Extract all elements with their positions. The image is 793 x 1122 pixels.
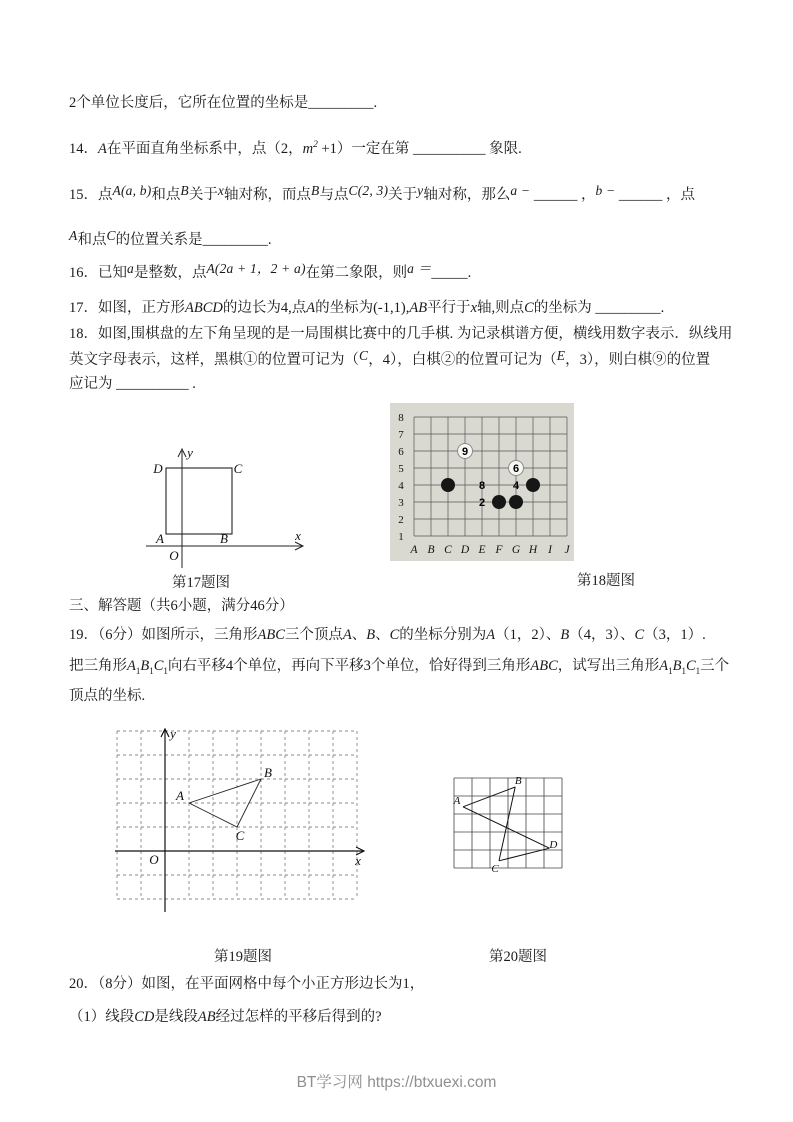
text-segment: y <box>417 182 424 198</box>
text-segment: B <box>311 182 320 198</box>
text-segment: ABCD <box>185 300 223 316</box>
text-segment: AB <box>409 300 428 316</box>
problem-15-line1 <box>69 184 695 206</box>
text-segment: 15．点 <box>69 187 113 203</box>
black-stone <box>441 478 455 492</box>
black-stone <box>492 495 506 509</box>
text-segment: ______ ， <box>530 187 596 203</box>
text-segment: a − <box>510 182 531 198</box>
text-segment: C <box>686 658 696 674</box>
text-segment: 在第二象限，则 <box>305 265 408 281</box>
figure-text: y <box>170 726 176 741</box>
text-segment: 14． <box>69 141 98 157</box>
text-segment: x <box>217 182 225 198</box>
text-segment: 三、解答题（共6小题，满分46分） <box>69 598 294 614</box>
problem-19-line3 <box>69 686 145 707</box>
text-segment: x <box>470 300 477 316</box>
text-segment: 关于 <box>188 187 218 203</box>
text-segment: 三个顶点 <box>284 627 343 643</box>
text-segment: C <box>389 627 400 643</box>
text-segment: A(2a + 1，2 + a) <box>206 260 306 276</box>
text-segment: 16．已知 <box>69 265 127 281</box>
text-segment: 把三角形 <box>69 658 127 674</box>
text-segment: B <box>560 627 570 643</box>
figure-text: 8 <box>478 480 486 492</box>
text-segment: （1）线段 <box>69 1009 135 1025</box>
figure-text: 7 <box>398 429 404 441</box>
text-segment: 和点 <box>151 187 181 203</box>
footer-watermark: BT学习网 https://btxuexi.com <box>296 1074 497 1091</box>
text-segment: m <box>302 141 314 157</box>
text-segment: （3，1）. <box>644 627 706 643</box>
figure-text: J <box>564 544 570 556</box>
text-segment: （4，3）、 <box>569 627 635 643</box>
text-segment: 象限. <box>485 141 522 157</box>
figure-text: D <box>549 839 558 852</box>
text-segment: _____. <box>431 265 472 281</box>
text-segment: 1 <box>668 665 673 676</box>
figure-text: x <box>355 853 361 868</box>
text-segment: A <box>659 658 669 674</box>
figure-text: H <box>528 544 538 556</box>
figure-text: G <box>511 544 521 556</box>
text-segment: 和点 <box>77 232 107 248</box>
segment-AB <box>463 787 515 807</box>
figure-text: 2 <box>478 497 486 509</box>
figure-text: 6 <box>512 463 520 475</box>
text-segment: b − <box>595 182 616 198</box>
text-segment: ，试写出三角形 <box>557 658 660 674</box>
text-segment: 20．（8分）如图，在平面网格中每个小正方形边长为1， <box>69 976 425 992</box>
text-segment: 1 <box>163 665 168 676</box>
black-stone <box>509 495 523 509</box>
text-segment: 三个 <box>700 658 730 674</box>
text-segment: B <box>672 658 682 674</box>
text-segment: 轴,则点 <box>477 300 525 316</box>
text-segment: 应记为 __________ . <box>69 376 196 392</box>
text-segment: 轴对称，那么 <box>423 187 511 203</box>
text-segment: 与点 <box>319 187 349 203</box>
text-segment: 是整数，点 <box>133 265 207 281</box>
fig17-label-B: B <box>220 531 228 546</box>
text-segment: C <box>106 227 116 243</box>
section-heading <box>69 596 294 617</box>
figure-text: 5 <box>398 463 404 475</box>
text-segment: A <box>69 227 78 243</box>
figure-text: 2 <box>398 514 404 526</box>
fig17-label-A: A <box>156 531 164 546</box>
text-segment: _________. <box>202 232 272 248</box>
text-segment: 顶点的坐标. <box>69 688 146 704</box>
figure-17-square-diagram <box>136 444 311 576</box>
figure-text: B <box>427 544 435 556</box>
text-segment: a <box>127 260 134 276</box>
figure-text: B <box>514 775 522 787</box>
figure-19-triangle-grid <box>112 726 372 921</box>
text-segment: 、 <box>375 627 390 643</box>
text-segment: 向右平移4个单位，再向下平移3个单位，恰好得到三角形 <box>167 658 531 674</box>
text-segment: B <box>180 182 189 198</box>
text-segment: C <box>524 300 534 316</box>
text-segment: 1 <box>135 665 141 676</box>
figure-text: D <box>460 544 470 556</box>
figure-18-go-board <box>390 403 585 565</box>
text-segment: 平行于 <box>427 300 471 316</box>
problem-20 <box>69 974 424 995</box>
text-segment: A <box>127 658 136 674</box>
figure-17-caption: 第17题图 <box>172 575 230 591</box>
fig17-label-y: y <box>187 445 193 460</box>
text-segment: 1 <box>695 665 701 676</box>
figure-text: E <box>478 544 486 556</box>
text-segment: C <box>359 347 369 363</box>
text-segment: ABC <box>530 658 558 674</box>
text-segment: 经过怎样的平移后得到的? <box>215 1009 382 1025</box>
text-segment: A <box>306 300 316 316</box>
text-segment: A <box>486 627 496 643</box>
figure-20-caption: 第20题图 <box>489 949 547 965</box>
problem-19-line1 <box>69 625 706 646</box>
text-segment: ，4），白棋②的位置可记为（ <box>368 352 557 368</box>
text-segment: _________. <box>591 300 665 316</box>
figure-text: A <box>410 544 418 556</box>
text-segment: B <box>366 627 376 643</box>
text-segment: 2 <box>313 140 318 151</box>
text-segment: 的坐标为(-1,1), <box>315 300 410 316</box>
figure-19-caption: 第19题图 <box>214 949 272 965</box>
problem-13-continuation <box>69 93 377 114</box>
text-segment: 的坐标分别为 <box>399 627 487 643</box>
figure-text: 9 <box>461 446 469 458</box>
fig17-label-x: x <box>295 528 301 543</box>
figure-text: C <box>235 828 245 843</box>
text-segment: +1）一定在第 <box>317 141 414 157</box>
text-segment: 轴对称，而点 <box>224 187 312 203</box>
figure-20-segment-grid <box>448 772 573 880</box>
text-segment: E <box>556 347 566 363</box>
solid-grid <box>454 778 562 868</box>
problem-19-line2 <box>69 656 729 677</box>
black-stone <box>526 478 540 492</box>
problem-18-line2 <box>69 349 710 371</box>
figure-text: F <box>495 544 503 556</box>
figure-18-caption: 第18题图 <box>577 573 635 589</box>
text-segment: A(a, b) <box>112 182 152 198</box>
text-segment: 关于 <box>388 187 418 203</box>
text-segment: __________ <box>413 141 486 157</box>
dashed-grid <box>117 731 357 899</box>
text-segment: AB <box>197 1009 216 1025</box>
text-segment: （1，2）、 <box>495 627 561 643</box>
text-segment: 在平面直角坐标系中，点（2， <box>106 141 303 157</box>
text-segment: a ＝ <box>407 260 432 276</box>
problem-16 <box>69 262 471 284</box>
figure-text: 8 <box>398 412 404 424</box>
coordinate-axes <box>115 729 364 912</box>
figure-text: A <box>453 794 461 807</box>
text-segment: C <box>153 658 164 674</box>
text-segment: CD <box>134 1009 155 1025</box>
text-segment: C <box>634 627 645 643</box>
text-segment: 是线段 <box>154 1009 198 1025</box>
problem-15-line2 <box>69 229 272 251</box>
figure-text: 1 <box>398 531 404 543</box>
text-segment: ，3），则白棋⑨的位置 <box>565 352 711 368</box>
figure-text: 4 <box>398 480 404 492</box>
text-segment: 1 <box>681 665 686 676</box>
text-segment: 、 <box>351 627 367 643</box>
text-segment: A <box>342 627 352 643</box>
text-segment: _________. <box>308 95 378 111</box>
fig17-label-D: D <box>153 461 163 476</box>
figure-text: O <box>149 852 159 867</box>
problem-14 <box>69 139 522 160</box>
figure-text: C <box>444 544 452 556</box>
text-segment: 19．（6分）如图所示，三角形 <box>69 627 258 643</box>
figure-text: 6 <box>398 446 404 458</box>
text-segment: ______ ，点 <box>615 187 696 203</box>
text-segment: ABC <box>257 627 285 643</box>
text-segment: 的位置关系是 <box>115 232 203 248</box>
text-segment: C(2, 3) <box>348 182 389 198</box>
figure-text: B <box>264 765 272 780</box>
figure-text: I <box>548 544 552 556</box>
fig17-square <box>166 468 232 534</box>
figure-text: A <box>176 788 184 803</box>
text-segment: 英文字母表示，这样，黑棋①的位置可记为（ <box>69 352 359 368</box>
problem-18-line1 <box>69 324 732 345</box>
text-segment: 18．如图,围棋盘的左下角呈现的是一局围棋比赛中的几手棋. 为记录棋谱方便，横线用数字表示．纵线用 <box>69 326 733 342</box>
text-segment: 的坐标为 <box>533 300 592 316</box>
text-segment: B <box>140 658 150 674</box>
text-segment: 1 <box>149 665 154 676</box>
text-segment: 2个单位长度后，它所在位置的坐标是 <box>69 95 309 111</box>
text-segment: 17．如图，正方形 <box>69 300 185 316</box>
figure-text: C <box>491 862 499 875</box>
problem-20-part1 <box>69 1007 382 1028</box>
figure-text: 4 <box>512 480 520 492</box>
fig17-label-O: O <box>169 548 179 563</box>
text-segment: 的边长为4,点 <box>222 300 307 316</box>
text-segment: A <box>98 141 107 157</box>
problem-18-line3 <box>69 374 196 395</box>
figure-text: 3 <box>398 497 404 509</box>
fig17-label-C: C <box>233 461 243 476</box>
problem-17 <box>69 298 664 319</box>
